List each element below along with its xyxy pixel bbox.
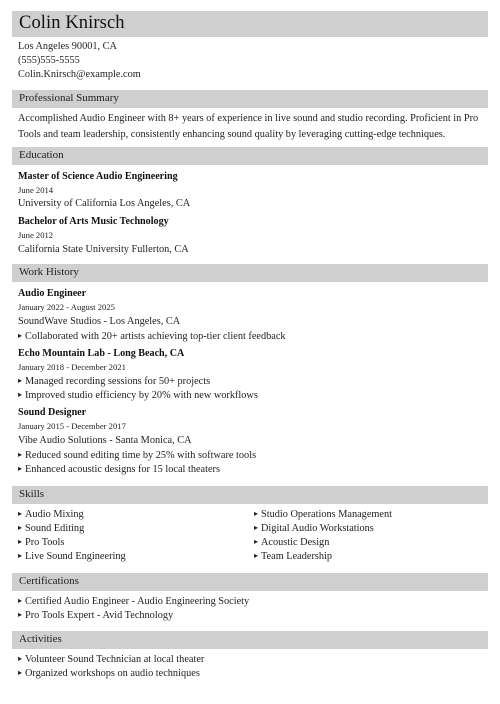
name-banner (12, 11, 488, 37)
bullet-icon: ▸ (18, 610, 23, 619)
job-date: January 2018 - December 2021 (18, 362, 126, 372)
list-item (18, 596, 249, 607)
job-bullet-text: Improved studio efficiency by 20% with new workflows (25, 390, 258, 401)
list-item (18, 668, 200, 679)
bullet-icon: ▸ (18, 331, 23, 340)
skill-item (254, 537, 329, 548)
section-title: Certifications (19, 575, 79, 587)
skill-item (18, 537, 64, 548)
work-section-header (12, 264, 488, 282)
bullet-icon: ▸ (254, 537, 259, 546)
skill-text: Digital Audio Workstations (261, 523, 374, 534)
education-date: June 2012 (18, 230, 54, 240)
summary-section-header (12, 90, 488, 108)
job-bullet-text: Collaborated with 20+ artists achieving top-tier client feedback (25, 331, 286, 342)
bullet-icon: ▸ (18, 509, 23, 518)
bullet-icon: ▸ (254, 551, 259, 560)
bullet-icon: ▸ (254, 523, 259, 532)
activity-text: Organized workshops on audio techniques (25, 668, 200, 679)
education-section-header (12, 147, 488, 165)
bullet-icon: ▸ (18, 464, 23, 473)
certifications-section-header (12, 573, 488, 591)
job-title: Echo Mountain Lab - Long Beach, CA (18, 348, 185, 359)
candidate-name: Colin Knirsch (19, 13, 125, 33)
section-title: Activities (19, 633, 62, 645)
bullet-icon: ▸ (18, 450, 23, 459)
contact-email: Colin.Knirsch@example.com (18, 69, 141, 80)
skill-text: Live Sound Engineering (25, 551, 126, 562)
skill-item (254, 509, 392, 520)
skill-text: Sound Editing (25, 523, 85, 534)
skill-text: Acoustic Design (261, 537, 330, 548)
skill-text: Audio Mixing (25, 509, 84, 520)
skill-item (254, 523, 374, 534)
job-bullet-text: Managed recording sessions for 50+ projects (25, 376, 211, 387)
bullet-icon: ▸ (18, 551, 23, 560)
skill-item (18, 523, 84, 534)
skill-item (18, 509, 84, 520)
summary-text: Accomplished Audio Engineer with 8+ years of experience in live sound and studio recording. Proficient in Pro Tools and team leadership, consistently enhancing sound quality by leveraging cutting-edge techniques. (18, 113, 479, 140)
job-bullet-text: Reduced sound editing time by 25% with software tools (25, 450, 257, 461)
list-item (18, 654, 204, 665)
certification-text: Certified Audio Engineer - Audio Engineering Society (25, 596, 250, 607)
bullet-icon: ▸ (18, 376, 23, 385)
job-bullet-text: Enhanced acoustic designs for 15 local theaters (25, 464, 220, 475)
bullet-icon: ▸ (18, 668, 23, 677)
skills-section-header (12, 486, 488, 504)
contact-address: Los Angeles 90001, CA (18, 41, 117, 52)
section-title: Work History (19, 266, 79, 278)
job-company: SoundWave Studios - Los Angeles, CA (18, 316, 181, 327)
section-title: Education (19, 149, 64, 161)
activities-section-header (12, 631, 488, 649)
bullet-icon: ▸ (18, 596, 23, 605)
education-degree: Bachelor of Arts Music Technology (18, 216, 169, 227)
bullet-icon: ▸ (18, 537, 23, 546)
job-date: January 2015 - December 2017 (18, 421, 126, 431)
certification-text: Pro Tools Expert - Avid Technology (25, 610, 174, 621)
skill-item (254, 551, 332, 562)
job-company: Vibe Audio Solutions - Santa Monica, CA (18, 435, 192, 446)
job-date: January 2022 - August 2025 (18, 302, 115, 312)
skill-text: Studio Operations Management (261, 509, 392, 520)
contact-phone: (555)555-5555 (18, 55, 80, 66)
education-date: June 2014 (18, 185, 54, 195)
activity-text: Volunteer Sound Technician at local theater (25, 654, 205, 665)
skill-item (18, 551, 126, 562)
list-item (18, 390, 258, 401)
list-item (18, 376, 210, 387)
job-title: Audio Engineer (18, 288, 87, 299)
bullet-icon: ▸ (18, 523, 23, 532)
list-item (18, 464, 220, 475)
job-title: Sound Designer (18, 407, 87, 418)
skill-text: Team Leadership (261, 551, 333, 562)
skill-text: Pro Tools (25, 537, 65, 548)
bullet-icon: ▸ (18, 654, 23, 663)
list-item (18, 610, 173, 621)
section-title: Professional Summary (19, 92, 119, 104)
education-degree: Master of Science Audio Engineering (18, 171, 178, 182)
section-title: Skills (19, 488, 45, 500)
education-school: California State University Fullerton, CA (18, 244, 189, 255)
list-item (18, 450, 256, 461)
bullet-icon: ▸ (254, 509, 259, 518)
education-school: University of California Los Angeles, CA (18, 198, 191, 209)
list-item (18, 331, 286, 342)
bullet-icon: ▸ (18, 390, 23, 399)
